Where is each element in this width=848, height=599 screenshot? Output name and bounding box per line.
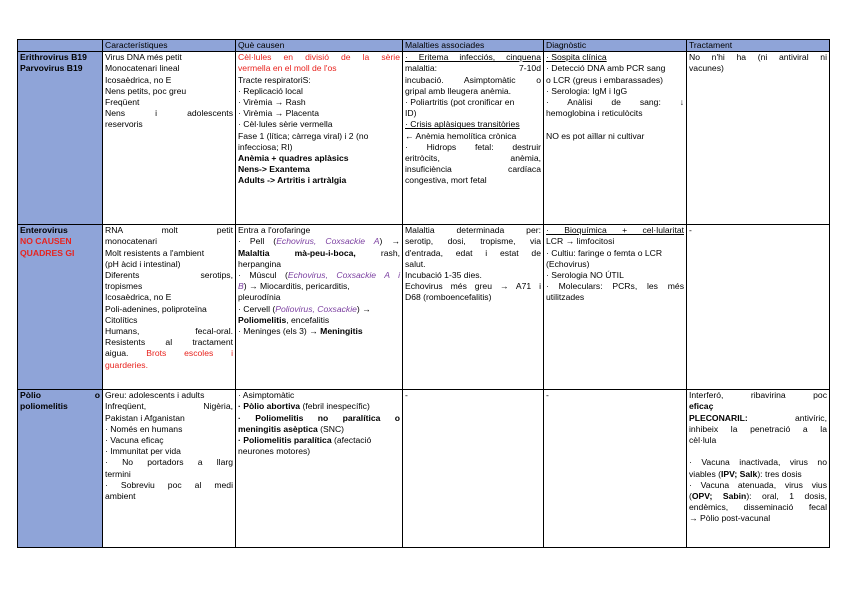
text-fragment: Poliomelitis — [238, 314, 287, 325]
text-fragment: · Meninges (els 3) → — [238, 326, 318, 337]
cell-que-causen — [236, 225, 403, 390]
text-line — [689, 469, 827, 480]
text-fragment: ): tres dosis — [757, 468, 802, 479]
text-line: · Serologia NO ÚTIL — [546, 270, 624, 281]
text-fragment: (afectació — [334, 435, 372, 446]
text-fragment: B — [238, 281, 244, 292]
table-row — [18, 225, 830, 390]
text-line: Icosaèdrica, no E — [105, 292, 172, 303]
text-line: · Virèmia → Placenta — [238, 108, 320, 119]
text-line: Pakistan i Afganistan — [105, 412, 185, 423]
text-line: D68 (romboencefalitis) — [405, 292, 492, 303]
cell-caracteristiques — [103, 225, 236, 390]
text-line: · Anàlisi de sang: ↓ — [546, 97, 684, 108]
table-row — [18, 52, 830, 225]
text-fragment: , encefalitis — [286, 314, 330, 325]
text-line: Tracte respiratoriS: — [238, 74, 311, 85]
text-line: hemoglobina i reticulòcits — [546, 108, 643, 119]
text-line: Resistents al tractament — [105, 337, 233, 348]
text-line: → Pòlio post-vacunal — [689, 513, 771, 524]
text-fragment: ) → Miocarditis, pericarditis, — [243, 281, 350, 292]
header-corner — [18, 40, 103, 52]
text-line: · Cèl·lules sèrie vermella — [238, 119, 333, 130]
text-fragment: ( — [689, 491, 692, 502]
text-line: (Echovirus) — [546, 258, 590, 269]
text-line: · Hidrops fetal: destruir — [405, 141, 541, 152]
text-line: Citolítics — [105, 314, 138, 325]
text-line: · Crisis aplàsiques transitòries — [405, 119, 520, 130]
text-line: Poli-adenines, poliproteïna — [105, 303, 207, 314]
text-line — [689, 413, 827, 424]
text-line: eritròcits, anèmia, — [405, 153, 541, 164]
row-name-line: Erithrovirus B19 — [20, 52, 87, 63]
text-line: Adults -> Artritis i artràlgia — [238, 175, 347, 186]
text-line: · Poliomelitis no paralítica o — [238, 412, 400, 423]
text-line: · Poliartritis (pot cronificar en — [405, 97, 515, 108]
text-line: Fase 1 (lítica; càrrega viral) i 2 (no — [238, 130, 369, 141]
text-line: o LCR (greus i embarassades) — [546, 74, 664, 85]
text-line: inhibeix la penetració a la — [689, 423, 827, 434]
text-fragment: (febril inespecífic) — [302, 401, 370, 412]
cell-diagnostic — [544, 52, 687, 225]
text-line — [238, 435, 400, 446]
text-line: ID) — [405, 108, 417, 119]
header-diagnostic: Diagnòstic — [544, 40, 687, 52]
text-line — [689, 446, 827, 457]
text-line: · Sospita clínica — [546, 52, 607, 63]
text-fragment: Malaltia mà-peu-i-boca, — [238, 247, 356, 258]
text-fragment: viables ( — [689, 468, 721, 479]
text-fragment: (SNC) — [320, 423, 345, 434]
cell-caracteristiques — [103, 390, 236, 548]
text-line: termini — [105, 468, 131, 479]
text-line: utilitzades — [546, 292, 585, 303]
text-line: pleurodínia — [238, 292, 281, 303]
text-line: Entra a l'orofaringe — [238, 225, 311, 236]
text-line: Cèl·lules en divisió de la sèrie — [238, 52, 400, 63]
text-fragment: meningitis asèptica — [238, 423, 318, 434]
text-fragment: OPV; Sabin — [691, 491, 747, 502]
text-line: ambient — [105, 491, 136, 502]
virus-table — [17, 39, 830, 548]
cell-malalties — [403, 225, 544, 390]
text-line: Nens petits, poc greu — [105, 85, 187, 96]
text-fragment: ): oral, 1 dosis, — [746, 491, 827, 502]
cell-malalties — [403, 52, 544, 225]
text-line: incubació. Asimptomàtic o — [405, 74, 541, 85]
text-line: Nens-> Exantema — [238, 164, 310, 175]
text-line: endèmics, disseminació fecal — [689, 502, 827, 513]
text-line: · Vacuna eficaç — [105, 435, 164, 446]
text-line: Virus DNA més petit — [105, 52, 182, 63]
text-line: Anèmia + quadres aplàsics — [238, 153, 349, 164]
text-line — [238, 270, 400, 281]
cell-malalties — [403, 390, 544, 548]
text-line: Interferó, ribavirina poc — [689, 390, 827, 401]
text-line — [238, 315, 400, 326]
text-fragment: IPV; Salk — [721, 468, 758, 479]
header-row — [18, 40, 830, 52]
text-line: Greu: adolescents i adults — [105, 390, 205, 401]
text-fragment: antivíric, — [795, 412, 827, 423]
text-line: ← Anèmia hemolítica crònica — [405, 130, 517, 141]
row-name-line: QUADRES GI — [20, 247, 75, 258]
text-line: cèl·lula — [689, 435, 717, 446]
text-line: malaltia: 7-10d — [405, 63, 541, 74]
row-name-polio — [18, 390, 103, 548]
text-line: Freqüent — [105, 97, 140, 108]
text-line: Malaltia determinada per: — [405, 225, 541, 236]
text-line: gripal amb lleugera anèmia. — [405, 85, 512, 96]
text-line: vacunes) — [689, 63, 724, 74]
text-fragment: Poliovirus, Coxsackie — [275, 303, 357, 314]
text-line: · Detecció DNA amb PCR sang — [546, 63, 666, 74]
text-line: eficaç — [689, 401, 714, 412]
cell-tractament — [687, 52, 830, 225]
text-line: · Immunitat per vida — [105, 446, 181, 457]
text-line: · Asimptomàtic — [238, 390, 295, 401]
text-line — [238, 248, 400, 259]
row-name-enterovirus — [18, 225, 103, 390]
text-line: · No portadors a llarg — [105, 457, 233, 468]
text-fragment: · Cervell ( — [238, 303, 276, 314]
text-line: RNA molt petit — [105, 225, 233, 236]
cell-que-causen — [236, 390, 403, 548]
text-line — [238, 304, 400, 315]
text-line — [238, 281, 400, 292]
header-tractament: Tractament — [687, 40, 830, 52]
cell-tractament — [687, 390, 830, 548]
text-fragment: · Poliomelitis paralítica — [238, 435, 332, 446]
text-line: - — [405, 390, 408, 401]
text-line: Icosaèdrica, no E — [105, 74, 172, 85]
cell-que-causen — [236, 52, 403, 225]
text-line: vermella en el moll de l'os — [238, 63, 337, 74]
text-line: d'entrada, edat i estat de — [405, 247, 541, 258]
text-line: Diferents serotips, — [105, 270, 233, 281]
text-line: tropismes — [105, 281, 143, 292]
text-line: NO es pot aïllar ni cultivar — [546, 130, 645, 141]
text-line: (pH àcid i intestinal) — [105, 258, 181, 269]
text-fragment: Meningitis — [320, 326, 363, 337]
row-name-line: Parvovirus B19 — [20, 63, 83, 74]
text-line: · Vacuna atenuada, virus vius — [689, 479, 827, 490]
text-line: Humans, fecal-oral. — [105, 326, 233, 337]
text-line: neurones motores) — [238, 446, 311, 457]
text-fragment: Echovirus, Coxsackie A i — [287, 270, 400, 281]
text-fragment: · Pell ( — [238, 236, 277, 247]
text-line — [238, 326, 400, 337]
text-line: · Eritema infecciós, cinquena — [405, 52, 541, 63]
text-line — [238, 236, 400, 247]
text-line: salut. — [405, 258, 426, 269]
text-line: reservoris — [105, 119, 143, 130]
cell-caracteristiques — [103, 52, 236, 225]
text-line: guarderies. — [105, 359, 148, 370]
header-caracteristiques: Característiques — [103, 40, 236, 52]
text-line: Infreqüent, Nigèria, — [105, 401, 233, 412]
text-line — [238, 401, 400, 412]
text-line: congestiva, mort fetal — [405, 175, 487, 186]
text-line: · Replicació local — [238, 85, 303, 96]
text-fragment: · Pòlio abortiva — [238, 401, 301, 412]
text-line: Nens i adolescents — [105, 108, 233, 119]
text-line: Monocatenari lineal — [105, 63, 180, 74]
text-fragment: Echovirus, Coxsackie A — [276, 236, 380, 247]
text-line: · Vacuna inactivada, virus no — [689, 457, 827, 468]
row-name-erithrovirus — [18, 52, 103, 225]
text-fragment: PLECONARIL: — [689, 412, 748, 423]
text-line: · Moleculars: PCRs, les més — [546, 281, 684, 292]
text-line: insuficiència cardíaca — [405, 164, 541, 175]
text-line: No n'hi ha (ni antiviral ni — [689, 52, 827, 63]
text-fragment: ) → — [356, 303, 371, 314]
cell-tractament — [687, 225, 830, 390]
row-name-line: poliomelitis — [20, 401, 68, 412]
text-line: · Cultiu: faringe o femta o LCR — [546, 247, 663, 258]
text-line: · Sobreviu poc al medi — [105, 479, 233, 490]
text-line: - — [546, 390, 549, 401]
text-fragment: aigua. — [105, 348, 129, 359]
cell-diagnostic — [544, 390, 687, 548]
text-line: · Només en humans — [105, 423, 183, 434]
row-name-line: Enterovirus — [20, 225, 68, 236]
cell-diagnostic — [544, 225, 687, 390]
row-name-line: Pòlio o — [20, 390, 100, 401]
text-line: monocatenari — [105, 236, 158, 247]
text-line: Molt resistents a l'ambient — [105, 247, 205, 258]
text-fragment: Brots escoles i — [146, 348, 233, 359]
text-line: infecciosa; RI) — [238, 141, 293, 152]
text-line — [105, 348, 233, 359]
text-line: · Serologia: IgM i IgG — [546, 85, 628, 96]
header-que-causen: Què causen — [236, 40, 403, 52]
text-line: - — [689, 225, 692, 236]
table-row — [18, 390, 830, 548]
text-line: serotip, dosi, tropisme, via — [405, 236, 541, 247]
text-fragment: rash, — [380, 247, 400, 258]
text-line — [689, 491, 827, 502]
header-malalties: Malalties associades — [403, 40, 544, 52]
row-name-line: NO CAUSEN — [20, 236, 72, 247]
text-line: herpangina — [238, 258, 282, 269]
text-fragment: ) → — [379, 236, 400, 247]
text-line — [238, 424, 400, 435]
text-line: Echovirus més greu → A71 i — [405, 281, 541, 292]
text-line: · Virèmia → Rash — [238, 97, 306, 108]
text-line — [546, 119, 684, 130]
text-line: LCR → limfocitosi — [546, 236, 615, 247]
text-line: Incubació 1-35 dies. — [405, 270, 482, 281]
text-fragment: · Múscul ( — [238, 270, 288, 281]
text-line: · Bioquímica + cel·lularitat — [546, 225, 684, 236]
